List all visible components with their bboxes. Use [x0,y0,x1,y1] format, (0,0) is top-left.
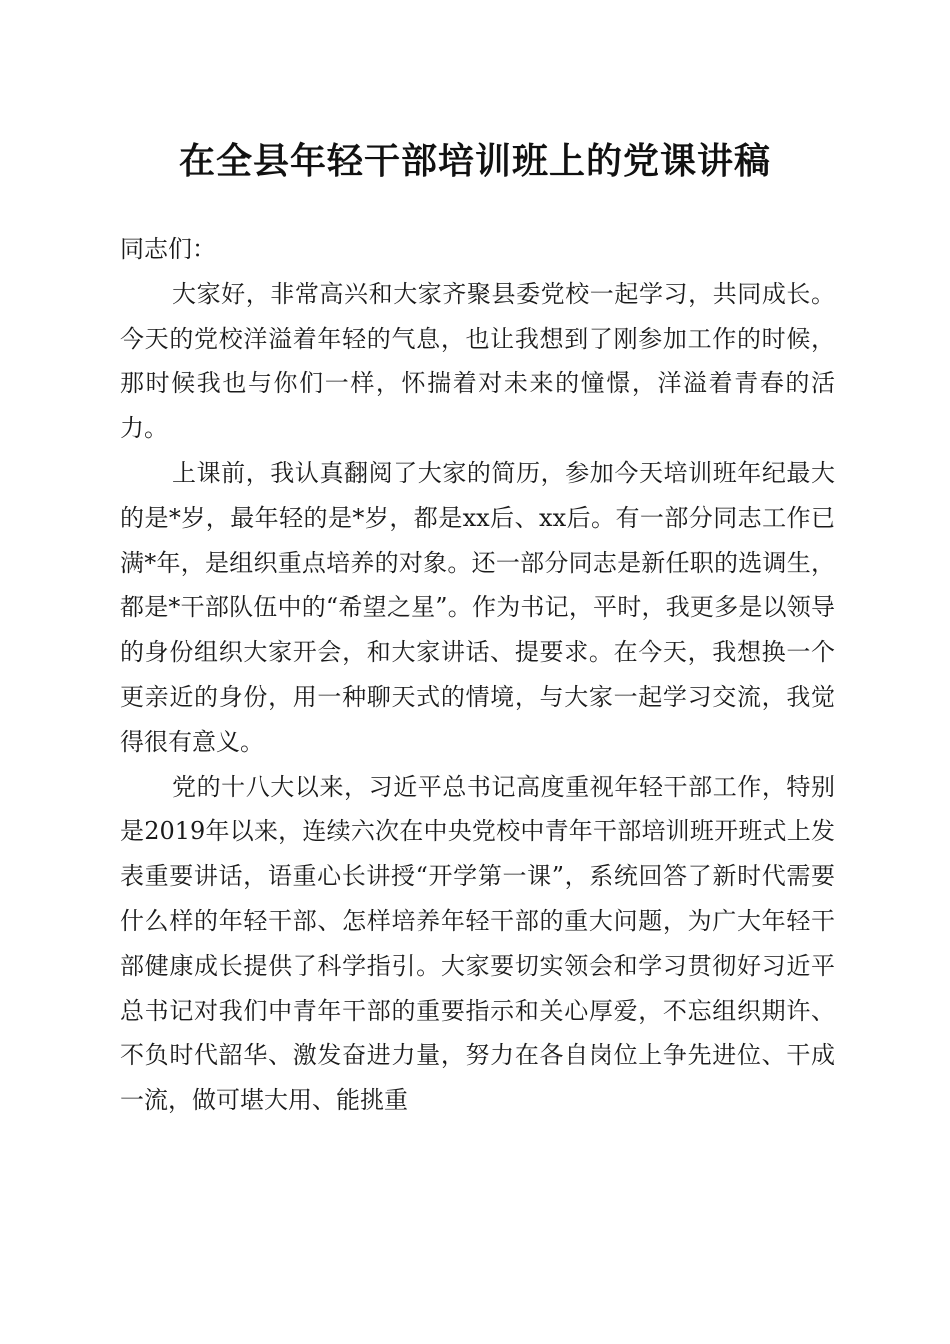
document-body [120,227,835,1123]
document-title: 在全县年轻干部培训班上的党课讲稿 [178,140,771,182]
paragraph-introduction: 上课前，我认真翻阅了大家的简历，参加今天培训班年纪最大的是*岁，最年轻的是*岁，都是xx后、xx后。有一部分同志工作已满*年，是组织重点培养的对象。还一部分同志是新任职的选调生，都是*干部队伍中的“希望之星”。作为书记，平时，我更多是以领导的身份组织大家开会，和大家讲话、提要求。在今天，我想换一个更亲近的身份，用一种聊天式的情境，与大家一起学习交流，我觉得很有意义。 [120,458,835,756]
salutation: 同志们： [120,235,216,263]
paragraph-guidance: 党的十八大以来，习近平总书记高度重视年轻干部工作，特别是2019年以来，连续六次在中央党校中青年干部培训班开班式上发表重要讲话，语重心长讲授“开学第一课”，系统回答了新时代需要什么样的年轻干部、怎样培养年轻干部的重大问题，为广大年轻干部健康成长提供了科学指引。大家要切实领会和学习贯彻好习近平总书记对我们中青年干部的重要指示和关心厚爱，不忘组织期许、不负时代韶华、激发奋进力量，努力在各自岗位上争先进位、干成一流，做可堪大用、能挑重 [120,772,835,1115]
paragraph-greeting: 大家好，非常高兴和大家齐聚县委党校一起学习，共同成长。今天的党校洋溢着年轻的气息，也让我想到了刚参加工作的时候，那时候我也与你们一样，怀揣着对未来的憧憬，洋溢着青春的活力。 [120,279,835,443]
